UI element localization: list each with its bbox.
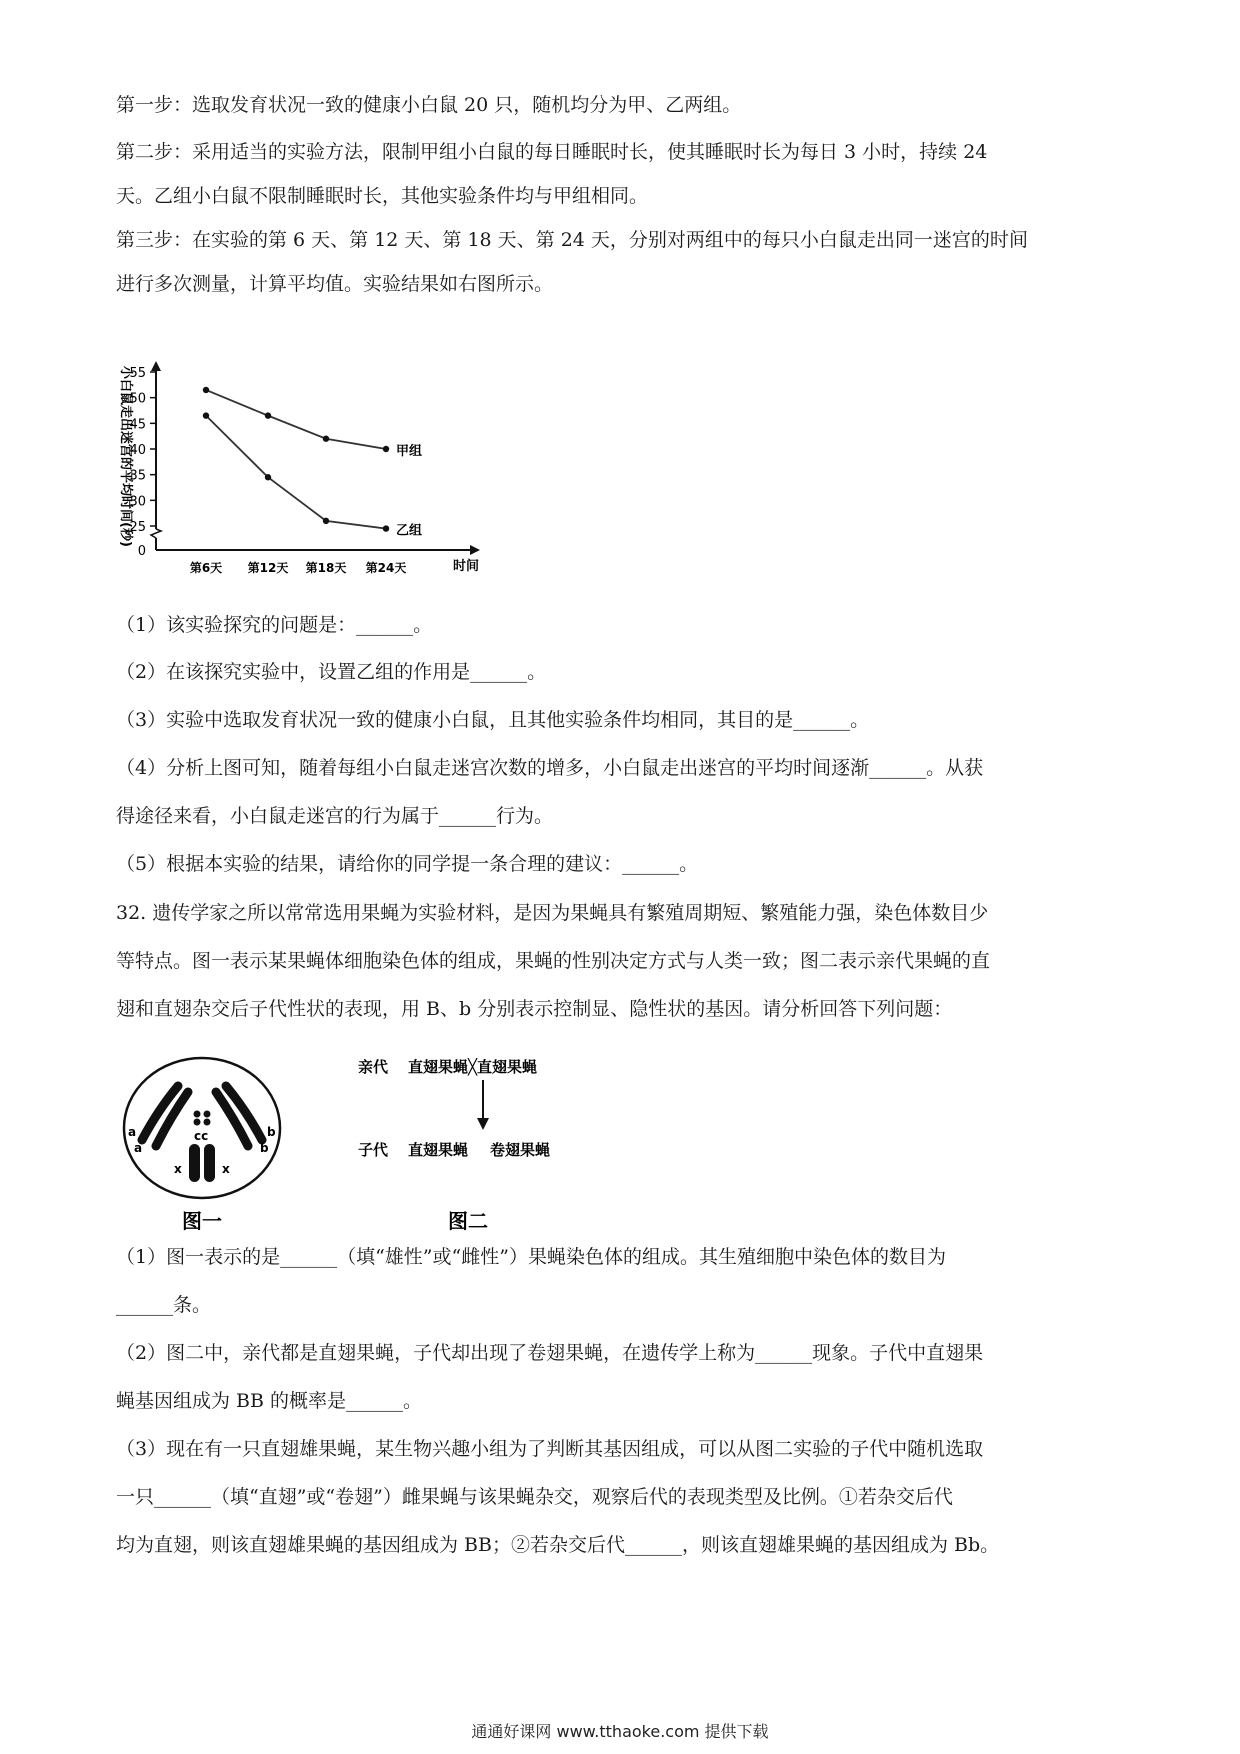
gene-label-a-top: a — [128, 1125, 137, 1139]
figure-1-chromosomes — [112, 1052, 292, 1237]
y-tick-label: 30 — [129, 494, 146, 510]
gene-label-x-left: x — [174, 1162, 182, 1176]
question-2: （2）在该探究实验中，设置乙组的作用是______。 — [116, 661, 547, 683]
y-tick-label: 45 — [129, 417, 146, 433]
data-point — [203, 387, 209, 393]
series-line-1 — [206, 390, 386, 449]
data-point — [265, 474, 271, 480]
footer: 通通好课网 www.tthaoke.com 提供下载 — [471, 1722, 769, 1741]
x-axis-label: 时间 — [453, 559, 480, 574]
data-point — [383, 525, 389, 531]
data-point — [323, 436, 329, 442]
problem-32-line-3: 翅和直翅杂交后子代性状的表现，用 B、b 分别表示控制显、隐性状的基因。请分析回答下列问题： — [116, 998, 953, 1020]
problem-32-line-2: 等特点。图一表示某果蝇体细胞染色体的组成，果蝇的性别决定方式与人类一致；图二表示亲代果蝇的直 — [116, 950, 991, 972]
sub-question-1-cont: ______条。 — [116, 1294, 212, 1316]
figure-2-cross — [350, 1052, 590, 1237]
y-tick-label: 55 — [129, 366, 146, 381]
gene-label-b-top: b — [267, 1125, 276, 1139]
figure-1-caption: 图一 — [182, 1209, 222, 1233]
problem-32: 32. 遗传学家之所以常常选用果蝇为实验材料，是因为果蝇具有繁殖周期短、繁殖能力强，染色体数目少 — [116, 902, 989, 924]
sub-question-3-line-3: 均为直翅，则该直翅雄果蝇的基因组成为 BB；②若杂交后代______，则该直翅雄果蝇的基因组成为 Bb。 — [116, 1534, 1000, 1556]
y-axis-break — [151, 529, 161, 538]
sub-question-1: （1）图一表示的是______（填“雄性”或“雌性”）果蝇染色体的组成。其生殖细胞中染色体的数目为 — [116, 1246, 946, 1268]
x-tick-label: 第18天 — [305, 561, 347, 575]
question-1: （1）该实验探究的问题是：______。 — [116, 614, 433, 636]
child-label: 子代 — [358, 1141, 389, 1159]
chart-axes — [118, 361, 480, 575]
child-straight: 直翅果蝇 — [408, 1141, 469, 1159]
x-tick-label: 第24天 — [365, 561, 407, 575]
step-1: 第一步：选取发育状况一致的健康小白鼠 20 只，随机均分为甲、乙两组。 — [116, 94, 742, 116]
x-axis-arrow — [470, 545, 480, 555]
parent-label: 亲代 — [358, 1058, 389, 1076]
step-2: 第二步：采用适当的实验方法，限制甲组小白鼠的每日睡眠时长，使其睡眠时长为每日 3 小时，持续 24 — [116, 141, 988, 163]
series-line-2 — [206, 416, 386, 529]
line-chart — [108, 350, 538, 585]
question-3: （3）实验中选取发育状况一致的健康小白鼠，且其他实验条件均相同，其目的是______。 — [116, 709, 870, 731]
data-point — [203, 412, 209, 418]
figure-2-caption: 图二 — [448, 1209, 488, 1233]
question-4-cont: 得途径来看，小白鼠走迷宫的行为属于______行为。 — [116, 805, 554, 827]
step-2-cont: 天。乙组小白鼠不限制睡眠时长，其他实验条件均与甲组相同。 — [116, 185, 649, 207]
x-tick-label: 第6天 — [189, 561, 223, 575]
gene-label-a-bottom: a — [134, 1141, 143, 1155]
question-4: （4）分析上图可知，随着每组小白鼠走迷宫次数的增多，小白鼠走出迷宫的平均时间逐渐______。从获 — [116, 757, 984, 779]
series-label-1: 甲组 — [396, 444, 423, 459]
sub-question-3-line-2: 一只______（填“直翅”或“卷翅”）雌果蝇与该果蝇杂交，观察后代的表现类型及比例。①若杂交后代 — [116, 1486, 953, 1508]
y-tick-label: 25 — [129, 520, 146, 535]
sub-question-3: （3）现在有一只直翅雄果蝇，某生物兴趣小组为了判断其基因组成，可以从图二实验的子代中随机选取 — [116, 1438, 984, 1460]
y-axis-arrow — [151, 361, 161, 371]
child-curly: 卷翅果蝇 — [490, 1141, 551, 1159]
gene-label-b-bottom: b — [260, 1141, 269, 1155]
sub-question-2-cont: 蝇基因组成为 BB 的概率是______。 — [116, 1390, 423, 1412]
data-point — [323, 518, 329, 524]
y-axis-label: 小白鼠走出迷宫的平均时间(秒) — [118, 366, 133, 547]
data-point — [383, 446, 389, 452]
data-point — [265, 412, 271, 418]
series-label-2: 乙组 — [396, 523, 423, 539]
gene-label-x-right: x — [222, 1162, 230, 1176]
y-tick-label: 50 — [129, 391, 146, 407]
step-3: 第三步：在实验的第 6 天、第 12 天、第 18 天、第 24 天，分别对两组中的每只小白鼠走出同一迷宫的时间 — [116, 229, 1028, 251]
y-tick-label: 40 — [129, 443, 146, 458]
sub-question-2: （2）图二中，亲代都是直翅果蝇，子代却出现了卷翅果蝇，在遗传学上称为______现象。子代中直翅果 — [116, 1342, 984, 1364]
gene-label-cc: cc — [194, 1129, 209, 1143]
question-5: （5）根据本实验的结果，请给你的同学提一条合理的建议：______。 — [116, 853, 699, 875]
x-tick-label: 第12天 — [247, 561, 289, 575]
chart-marks — [203, 387, 422, 539]
y-tick-label: 35 — [129, 468, 146, 484]
parent-cross: 直翅果蝇╳直翅果蝇 — [408, 1058, 538, 1076]
step-3-cont: 进行多次测量，计算平均值。实验结果如右图所示。 — [116, 273, 554, 295]
y-tick-label: 0 — [137, 544, 146, 559]
